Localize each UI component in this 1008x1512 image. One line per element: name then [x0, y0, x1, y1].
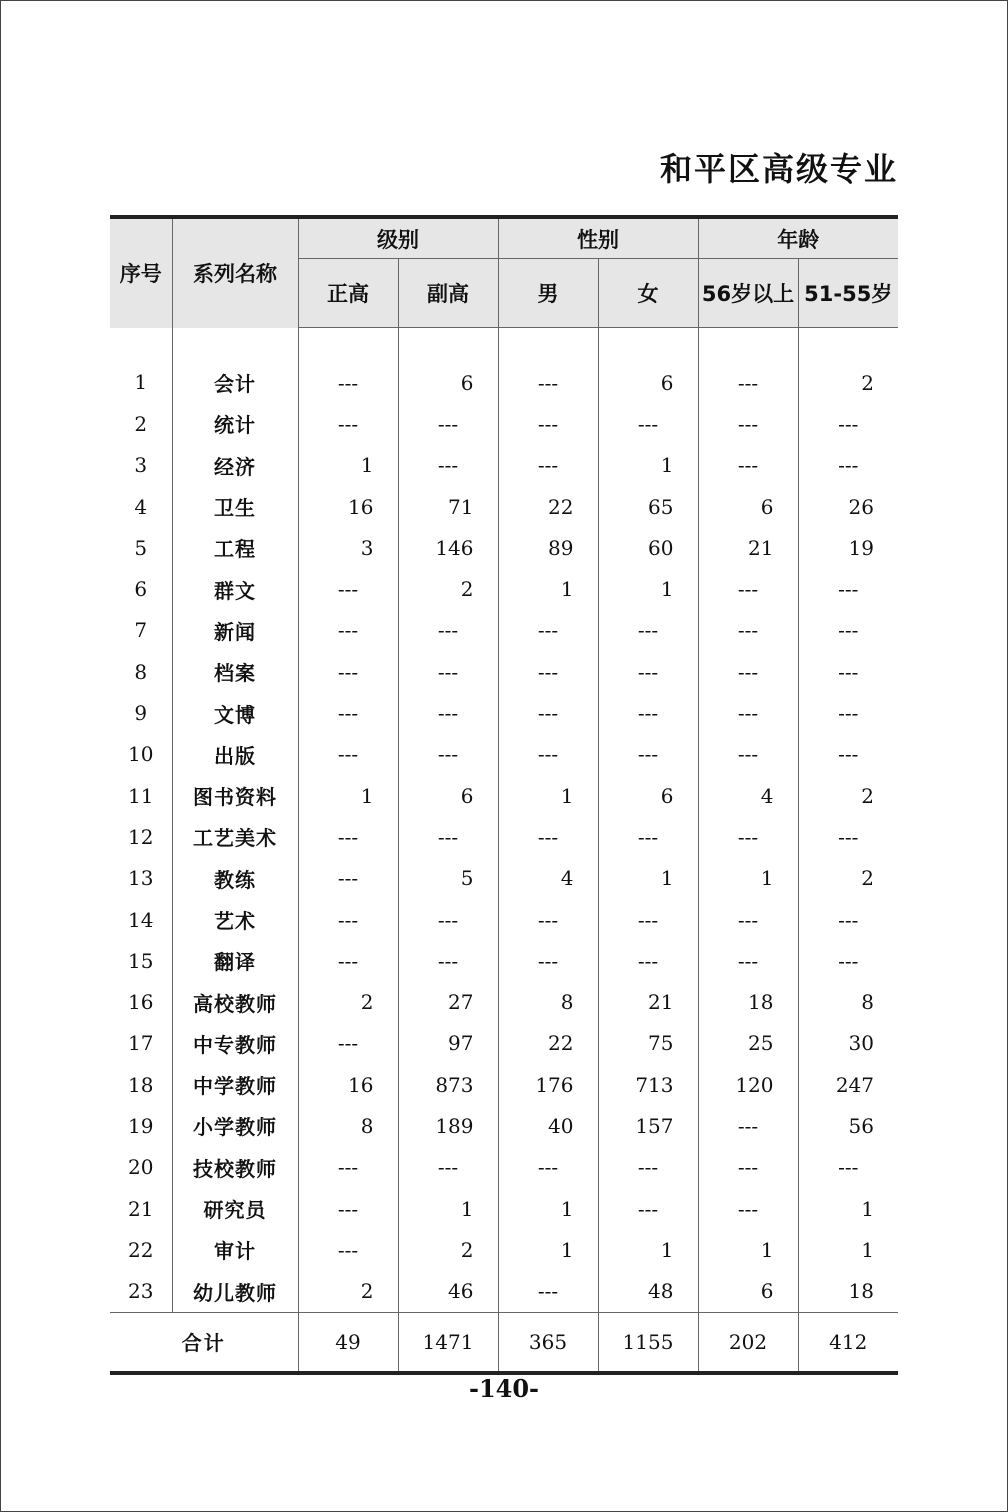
row-value-cell: 4: [698, 775, 798, 816]
row-value-cell: ---: [498, 651, 598, 692]
row-value-cell: ---: [598, 1188, 698, 1229]
row-value-cell: ---: [698, 940, 798, 981]
row-series-name: 图书资料: [172, 775, 298, 816]
row-value-cell: ---: [698, 1147, 798, 1188]
row-value-cell: ---: [598, 734, 698, 775]
table-header: [110, 217, 898, 328]
row-serial-number: 18: [128, 1072, 154, 1097]
row-value-cell: ---: [798, 651, 898, 692]
row-value-cell: 2: [798, 328, 898, 404]
row-value-cell: ---: [698, 328, 798, 404]
table-row: [110, 858, 898, 899]
row-serial-number: 22: [128, 1237, 154, 1262]
header-male: 男: [498, 259, 598, 328]
row-value-cell: ---: [598, 940, 698, 981]
row-value-cell: 18: [698, 981, 798, 1022]
row-value-cell: 713: [598, 1064, 698, 1105]
row-value-cell: ---: [798, 734, 898, 775]
row-serial-number: 20: [128, 1155, 154, 1180]
row-value-cell: ---: [798, 692, 898, 733]
row-series-name: 工程: [172, 527, 298, 568]
header-female: 女: [598, 259, 698, 328]
row-value-cell: ---: [698, 568, 798, 609]
row-value-cell: 1: [498, 568, 598, 609]
row-value-cell: 3: [298, 527, 398, 568]
row-value-cell: 30: [798, 1023, 898, 1064]
row-value-cell: 46: [398, 1271, 498, 1313]
row-value-cell: 1: [598, 445, 698, 486]
row-value-cell: 4: [498, 858, 598, 899]
row-value-cell: 8: [498, 981, 598, 1022]
total-cell: 202: [698, 1312, 798, 1373]
row-serial-number: 2: [134, 411, 148, 436]
row-value-cell: 89: [498, 527, 598, 568]
row-series-name: 翻译: [172, 940, 298, 981]
row-value-cell: 21: [698, 527, 798, 568]
row-serial-number: 16: [128, 990, 154, 1015]
row-value-cell: ---: [598, 692, 698, 733]
table-row: [110, 610, 898, 651]
row-value-cell: ---: [698, 1188, 798, 1229]
row-value-cell: 6: [598, 328, 698, 404]
row-value-cell: 1: [298, 445, 398, 486]
row-serial-number: 12: [128, 824, 154, 849]
row-serial-number: 4: [134, 494, 148, 519]
row-value-cell: ---: [298, 610, 398, 651]
table-row: [110, 1188, 898, 1229]
row-value-cell: ---: [798, 610, 898, 651]
row-value-cell: ---: [698, 445, 798, 486]
total-cell: 412: [798, 1312, 898, 1373]
row-serial-number: 14: [128, 907, 154, 932]
row-value-cell: ---: [398, 445, 498, 486]
row-value-cell: 40: [498, 1105, 598, 1146]
total-label: 合计: [110, 1312, 298, 1373]
row-serial-number: 17: [128, 1031, 154, 1056]
row-value-cell: ---: [698, 403, 798, 444]
row-series-name: 研究员: [172, 1188, 298, 1229]
row-series-name: 审计: [172, 1229, 298, 1270]
header-age-51-55: 51-55岁: [798, 259, 898, 328]
row-value-cell: 1: [498, 1188, 598, 1229]
row-value-cell: ---: [398, 1147, 498, 1188]
row-value-cell: ---: [298, 1147, 398, 1188]
row-value-cell: ---: [298, 568, 398, 609]
row-value-cell: ---: [798, 1147, 898, 1188]
table-row: [110, 734, 898, 775]
row-value-cell: 19: [798, 527, 898, 568]
page-title: 和平区高级专业: [659, 150, 898, 188]
row-serial-number: 5: [134, 535, 148, 560]
row-value-cell: ---: [498, 1147, 598, 1188]
row-value-cell: 1: [598, 858, 698, 899]
table-body: [110, 328, 898, 1313]
row-series-name: 中学教师: [172, 1064, 298, 1105]
row-value-cell: 157: [598, 1105, 698, 1146]
total-cell: 1471: [398, 1312, 498, 1373]
row-value-cell: ---: [698, 734, 798, 775]
row-value-cell: 146: [398, 527, 498, 568]
row-value-cell: ---: [498, 692, 598, 733]
row-value-cell: 1: [398, 1188, 498, 1229]
row-value-cell: ---: [498, 445, 598, 486]
row-value-cell: ---: [698, 692, 798, 733]
table-row: [110, 981, 898, 1022]
table-row: [110, 1105, 898, 1146]
row-value-cell: ---: [498, 816, 598, 857]
table-row: [110, 816, 898, 857]
row-value-cell: ---: [598, 403, 698, 444]
row-value-cell: 26: [798, 486, 898, 527]
row-value-cell: 5: [398, 858, 498, 899]
page-number: -140-: [468, 1374, 540, 1403]
row-value-cell: ---: [498, 940, 598, 981]
row-value-cell: 65: [598, 486, 698, 527]
row-value-cell: ---: [698, 610, 798, 651]
row-value-cell: 6: [398, 775, 498, 816]
row-value-cell: ---: [298, 328, 398, 404]
row-value-cell: 2: [398, 568, 498, 609]
row-value-cell: 1: [798, 1229, 898, 1270]
row-value-cell: 2: [798, 858, 898, 899]
row-value-cell: ---: [798, 940, 898, 981]
row-value-cell: 2: [298, 981, 398, 1022]
row-value-cell: 120: [698, 1064, 798, 1105]
row-value-cell: ---: [798, 568, 898, 609]
row-value-cell: ---: [298, 858, 398, 899]
row-serial-number: 10: [128, 742, 154, 767]
row-series-name: 文博: [172, 692, 298, 733]
row-value-cell: ---: [498, 403, 598, 444]
row-value-cell: ---: [398, 899, 498, 940]
header-senior-associate: 副高: [398, 259, 498, 328]
row-value-cell: ---: [498, 734, 598, 775]
row-value-cell: 2: [798, 775, 898, 816]
row-serial-number: 8: [134, 659, 148, 684]
header-group-age: 年龄: [698, 217, 898, 259]
row-serial-number: 1: [134, 370, 148, 395]
row-value-cell: ---: [598, 816, 698, 857]
table-row: [110, 899, 898, 940]
table-row: [110, 1271, 898, 1313]
row-value-cell: 75: [598, 1023, 698, 1064]
table-row: [110, 486, 898, 527]
row-value-cell: 6: [598, 775, 698, 816]
row-series-name: 卫生: [172, 486, 298, 527]
row-value-cell: 1: [798, 1188, 898, 1229]
table-row: [110, 1147, 898, 1188]
row-value-cell: ---: [398, 734, 498, 775]
row-value-cell: ---: [798, 445, 898, 486]
row-value-cell: 2: [298, 1271, 398, 1313]
total-cell: 1155: [598, 1312, 698, 1373]
row-value-cell: ---: [298, 1188, 398, 1229]
row-value-cell: ---: [298, 899, 398, 940]
row-value-cell: 16: [298, 1064, 398, 1105]
row-series-name: 工艺美术: [172, 816, 298, 857]
row-value-cell: ---: [398, 692, 498, 733]
row-value-cell: ---: [398, 651, 498, 692]
row-value-cell: 1: [698, 858, 798, 899]
table-row: [110, 692, 898, 733]
row-value-cell: 22: [498, 1023, 598, 1064]
header-senior-full: 正高: [298, 259, 398, 328]
row-value-cell: 25: [698, 1023, 798, 1064]
row-value-cell: ---: [498, 1271, 598, 1313]
row-value-cell: ---: [298, 734, 398, 775]
row-series-name: 技校教师: [172, 1147, 298, 1188]
table-row: [110, 1023, 898, 1064]
row-value-cell: ---: [798, 403, 898, 444]
row-value-cell: ---: [398, 610, 498, 651]
row-value-cell: 1: [698, 1229, 798, 1270]
row-value-cell: 71: [398, 486, 498, 527]
row-value-cell: ---: [698, 1105, 798, 1146]
row-value-cell: 176: [498, 1064, 598, 1105]
header-serial-number: 序号: [110, 217, 172, 328]
total-cell: 365: [498, 1312, 598, 1373]
row-value-cell: ---: [298, 1229, 398, 1270]
row-serial-number: 19: [128, 1113, 154, 1138]
row-value-cell: 1: [498, 1229, 598, 1270]
table-row: [110, 1064, 898, 1105]
row-value-cell: 2: [398, 1229, 498, 1270]
row-value-cell: 247: [798, 1064, 898, 1105]
table-row: [110, 940, 898, 981]
row-serial-number: 13: [128, 866, 154, 891]
row-series-name: 幼儿教师: [172, 1271, 298, 1313]
row-serial-number: 9: [134, 701, 148, 726]
row-series-name: 群文: [172, 568, 298, 609]
row-series-name: 会计: [172, 328, 298, 404]
table-row: [110, 445, 898, 486]
row-value-cell: 48: [598, 1271, 698, 1313]
row-series-name: 新闻: [172, 610, 298, 651]
row-value-cell: 1: [598, 568, 698, 609]
row-value-cell: 6: [698, 1271, 798, 1313]
row-value-cell: ---: [798, 899, 898, 940]
row-value-cell: ---: [598, 651, 698, 692]
row-series-name: 教练: [172, 858, 298, 899]
row-serial-number: 7: [134, 618, 148, 643]
row-value-cell: ---: [298, 816, 398, 857]
row-value-cell: ---: [698, 651, 798, 692]
row-value-cell: ---: [298, 940, 398, 981]
row-series-name: 档案: [172, 651, 298, 692]
row-value-cell: 6: [698, 486, 798, 527]
table-row: [110, 1229, 898, 1270]
row-serial-number: 3: [134, 453, 148, 478]
row-value-cell: 56: [798, 1105, 898, 1146]
row-value-cell: 60: [598, 527, 698, 568]
header-group-gender: 性别: [498, 217, 698, 259]
row-value-cell: 16: [298, 486, 398, 527]
header-series-name: 系列名称: [172, 217, 298, 328]
row-series-name: 统计: [172, 403, 298, 444]
statistics-table: [110, 215, 898, 1375]
table-row: [110, 651, 898, 692]
row-value-cell: 873: [398, 1064, 498, 1105]
row-serial-number: 15: [128, 948, 154, 973]
row-value-cell: 22: [498, 486, 598, 527]
table-footer: [110, 1312, 898, 1373]
row-series-name: 中专教师: [172, 1023, 298, 1064]
row-value-cell: ---: [398, 816, 498, 857]
row-value-cell: 8: [798, 981, 898, 1022]
row-series-name: 出版: [172, 734, 298, 775]
table-row: [110, 403, 898, 444]
row-value-cell: 1: [298, 775, 398, 816]
row-value-cell: 8: [298, 1105, 398, 1146]
table-row: [110, 568, 898, 609]
row-value-cell: 1: [598, 1229, 698, 1270]
total-cell: 49: [298, 1312, 398, 1373]
row-value-cell: 6: [398, 328, 498, 404]
row-serial-number: 6: [134, 577, 148, 602]
row-value-cell: 21: [598, 981, 698, 1022]
row-series-name: 艺术: [172, 899, 298, 940]
table-row: [110, 527, 898, 568]
row-value-cell: 189: [398, 1105, 498, 1146]
row-value-cell: ---: [398, 403, 498, 444]
row-value-cell: ---: [698, 816, 798, 857]
row-value-cell: ---: [498, 328, 598, 404]
row-value-cell: ---: [498, 899, 598, 940]
row-value-cell: ---: [598, 899, 698, 940]
row-series-name: 小学教师: [172, 1105, 298, 1146]
total-row: [110, 1312, 898, 1373]
row-value-cell: ---: [298, 1023, 398, 1064]
row-value-cell: ---: [698, 899, 798, 940]
row-value-cell: ---: [498, 610, 598, 651]
row-value-cell: ---: [298, 651, 398, 692]
row-serial-number: 11: [128, 783, 154, 808]
table-row: [110, 328, 898, 404]
row-value-cell: 27: [398, 981, 498, 1022]
header-age-56-plus: 56岁以上: [698, 259, 798, 328]
row-value-cell: 1: [498, 775, 598, 816]
row-serial-number: 21: [128, 1196, 154, 1221]
row-series-name: 高校教师: [172, 981, 298, 1022]
row-value-cell: ---: [298, 692, 398, 733]
row-value-cell: ---: [298, 403, 398, 444]
row-serial-number: 23: [128, 1279, 154, 1304]
row-series-name: 经济: [172, 445, 298, 486]
row-value-cell: 18: [798, 1271, 898, 1313]
row-value-cell: ---: [598, 610, 698, 651]
row-value-cell: ---: [398, 940, 498, 981]
row-value-cell: 97: [398, 1023, 498, 1064]
header-group-level: 级别: [298, 217, 498, 259]
table-row: [110, 775, 898, 816]
row-value-cell: ---: [598, 1147, 698, 1188]
row-value-cell: ---: [798, 816, 898, 857]
